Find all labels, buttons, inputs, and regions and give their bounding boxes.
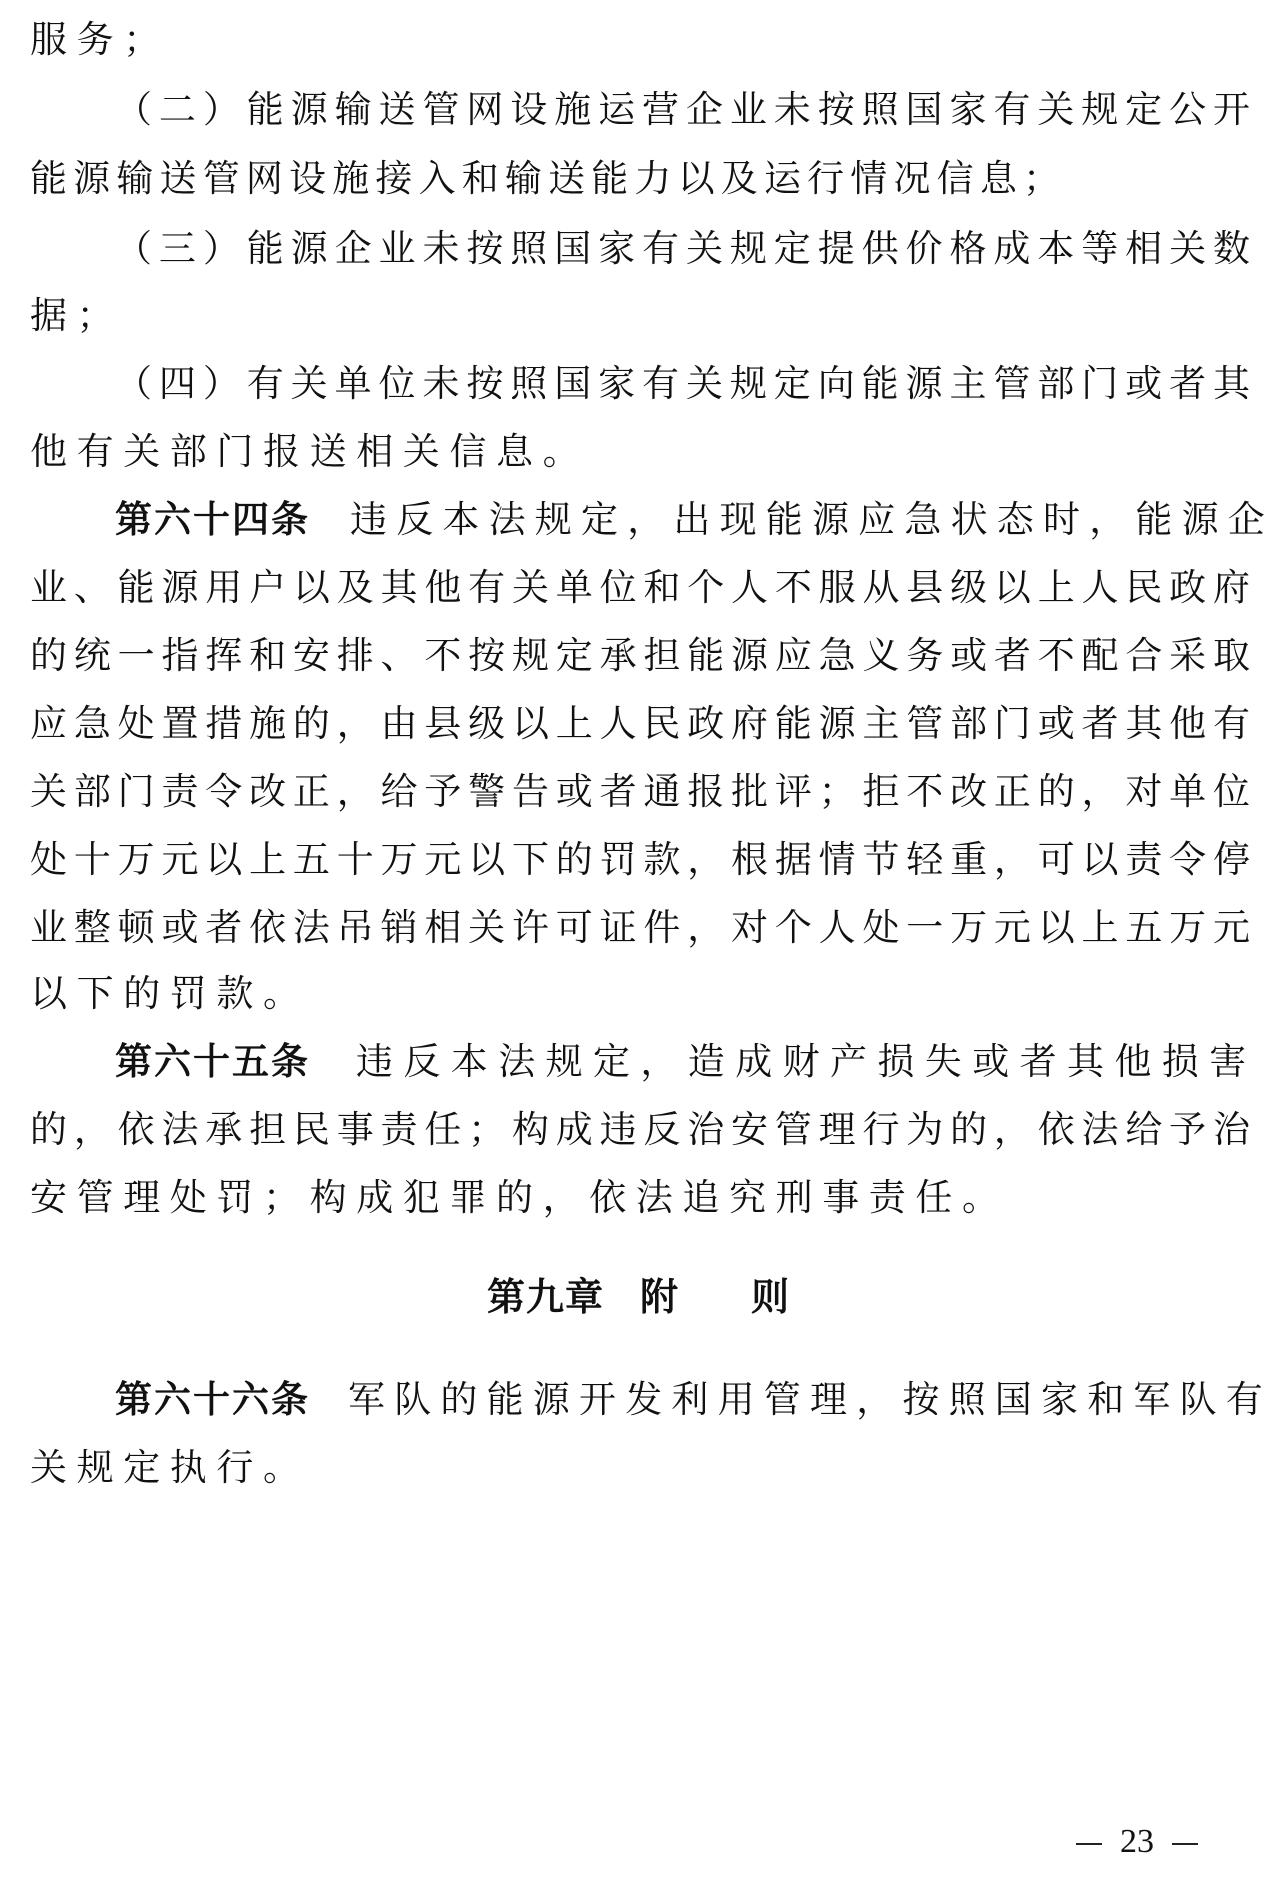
chapter-number: 第九章 (486, 1275, 604, 1319)
text-line: 能源输送管网设施接入和输送能力以及运行情况信息； (30, 157, 1060, 200)
text-line: 他有关部门报送相关信息。 (30, 430, 590, 473)
dash-right (1172, 1843, 1198, 1845)
list-item-2: （二）能源输送管网设施运营企业未按照国家有关规定公开 (115, 88, 1250, 131)
chapter-title-part2: 则 (751, 1275, 791, 1319)
article-64-line: 的统一指挥和安排、不按规定承担能源应急义务或者不配合采取 (30, 634, 1250, 677)
dash-left (1076, 1843, 1102, 1845)
article-64-heading (115, 498, 1274, 542)
article-65-line: 的，依法承担民事责任；构成违反治安管理行为的，依法给予治 (30, 1108, 1250, 1151)
article-64-line: 以下的罚款。 (30, 972, 310, 1015)
chapter-title-part1: 附 (639, 1275, 679, 1319)
article-64-line: 业、能源用户以及其他有关单位和个人不服从县级以上人民政府 (30, 566, 1250, 609)
list-item-4: （四）有关单位未按照国家有关规定向能源主管部门或者其 (115, 362, 1250, 405)
article-64-line: 处十万元以上五十万元以下的罚款，根据情节轻重，可以责令停 (30, 838, 1250, 881)
article-64-line: 关部门责令改正，给予警告或者通报批评；拒不改正的，对单位 (30, 770, 1250, 813)
article-number: 第六十六条 (115, 1378, 310, 1421)
article-number: 第六十四条 (115, 498, 310, 541)
article-64-line: 业整顿或者依法吊销相关许可证件，对个人处一万元以上五万元 (30, 906, 1250, 949)
page-number-value: 23 (1120, 1823, 1154, 1860)
article-66-line: 关规定执行。 (30, 1446, 310, 1489)
text-line: 服务； (30, 18, 170, 61)
text-line: 据； (30, 294, 124, 337)
article-text: 军队的能源开发利用管理，按照国家和军队有 (348, 1378, 1272, 1421)
article-text: 违反本法规定，出现能源应急状态时，能源企 (350, 498, 1274, 541)
article-64-line: 应急处置措施的，由县级以上人民政府能源主管部门或者其他有 (30, 702, 1250, 745)
article-65-line: 安管理处罚；构成犯罪的，依法追究刑事责任。 (30, 1176, 1009, 1219)
page-number (1058, 1822, 1216, 1862)
article-65-heading (115, 1040, 1257, 1084)
list-item-3: （三）能源企业未按照国家有关规定提供价格成本等相关数 (115, 227, 1250, 270)
chapter-heading (0, 1275, 1277, 1319)
article-66-heading (115, 1378, 1272, 1422)
article-text: 违反本法规定，造成财产损失或者其他损害 (356, 1040, 1257, 1083)
article-number: 第六十五条 (115, 1040, 310, 1083)
